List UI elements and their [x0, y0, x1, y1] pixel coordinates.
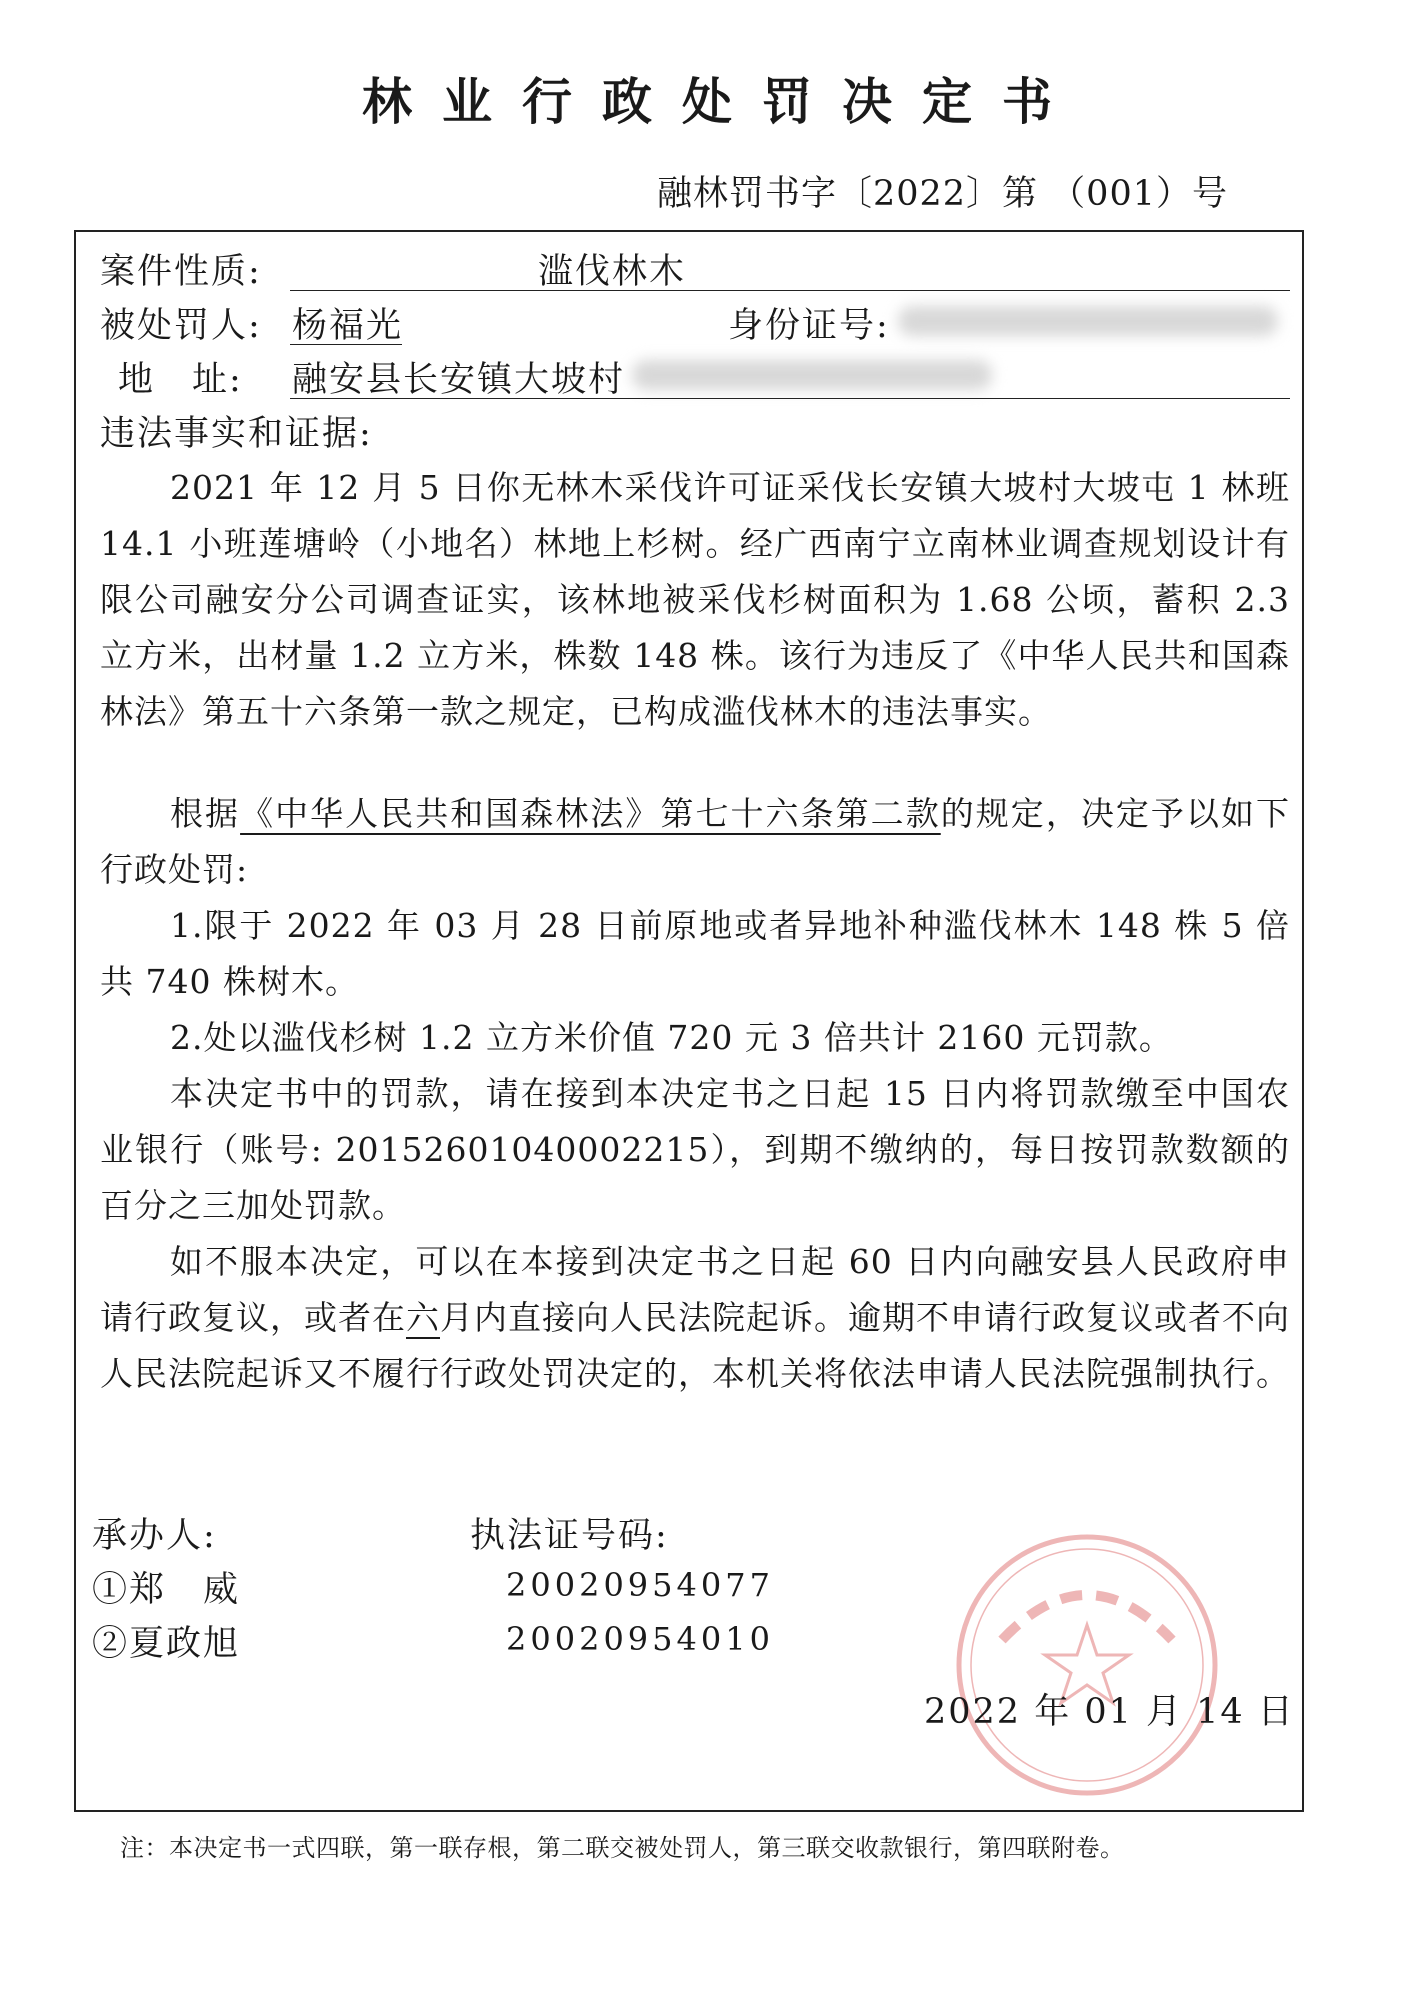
basis-law: 《中华人民共和国森林法》第七十六条第二款: [240, 794, 941, 833]
appeal-notice: [100, 1234, 1290, 1402]
seal-outer-ring: [959, 1537, 1215, 1793]
address-underline: [290, 398, 1290, 399]
legal-basis: [100, 786, 1290, 898]
address-value: 融安县长安镇大坡村: [292, 360, 626, 400]
cert-label: 执法证号码:: [470, 1516, 669, 1556]
document-number: 融林罚书字〔2022〕第 （001）号: [656, 174, 1228, 214]
appeal-months: 六: [406, 1298, 440, 1337]
payment-instruction: 本决定书中的罚款，请在接到本决定书之日起 15 日内将罚款缴至中国农业银行（账号: 20152601040002215），到期不缴纳的，每日按罚款数额的百分之三加处罚款。: [100, 1074, 1290, 1225]
officer-cert: 20020954010: [506, 1620, 774, 1658]
decision-date: 2022 年 01 月 14 日: [924, 1692, 1295, 1732]
officer-name: ②夏政旭: [92, 1624, 241, 1664]
basis-prefix: 根据: [170, 794, 241, 833]
footnote: 注：本决定书一式四联，第一联存根，第二联交被处罚人，第三联交收款银行，第四联附卷。: [120, 1834, 1125, 1862]
seal-inner-ring: [971, 1549, 1203, 1781]
person-label: 被处罚人:: [100, 306, 262, 346]
address-label: 地 址:: [118, 360, 243, 400]
id-label: 身份证号:: [728, 306, 890, 346]
appeal-part-1: 如不服本决定，可以在本接到决定书之日起 60 日内向融安县人民政府申请行政复议，或者在: [100, 1242, 1290, 1337]
officer-cert: 20020954077: [506, 1566, 774, 1604]
appeal-part-2: 月内直接向人民法院起诉。逾期不申请行政复议或者不向人民法院起诉又不履行行政处罚决定的，本机关将依法申请人民法院强制执行。: [100, 1298, 1290, 1393]
handler-label: 承办人:: [92, 1516, 217, 1556]
address-redaction: [632, 360, 992, 390]
seal-text-arc: [1002, 1595, 1172, 1640]
document-title: 林业行政处罚决定书: [362, 73, 1082, 131]
basis-suffix: 的规定，决定予以如下行政处罚:: [100, 794, 1291, 889]
person-underline: [290, 344, 402, 345]
facts-text: 2021 年 12 月 5 日你无林木采伐许可证采伐长安镇大坡村大坡屯 1 林班 14.1 小班莲塘岭（小地名）林地上杉树。经广西南宁立南林业调查规划设计有限公司融安分公司调查证实，该林地被采伐杉树面积为 1.68 公顷，蓄积 2.3 立方米，出材量 1.2 立方米，株数 148 株。该行为违反了《中华人民共和国森林法》第五十六条第一款之规定，已构成滥伐林木的违法事实。: [100, 468, 1290, 731]
person-value: 杨福光: [292, 306, 404, 346]
officer-name: ①郑 威: [92, 1570, 241, 1610]
case-nature-value: 滥伐林木: [538, 252, 687, 292]
facts-label: 违法事实和证据:: [100, 414, 373, 454]
case-nature-underline: [290, 290, 1290, 291]
penalty-item-1: 1.限于 2022 年 03 月 28 日前原地或者异地补种滥伐林木 148 株 5 倍共 740 株树木。: [100, 906, 1290, 1001]
official-seal: [952, 1530, 1222, 1800]
case-nature-label: 案件性质:: [100, 252, 262, 292]
id-redaction: [898, 306, 1278, 336]
penalty-item-2: 2.处以滥伐杉树 1.2 立方米价值 720 元 3 倍共计 2160 元罚款。: [170, 1018, 1173, 1057]
